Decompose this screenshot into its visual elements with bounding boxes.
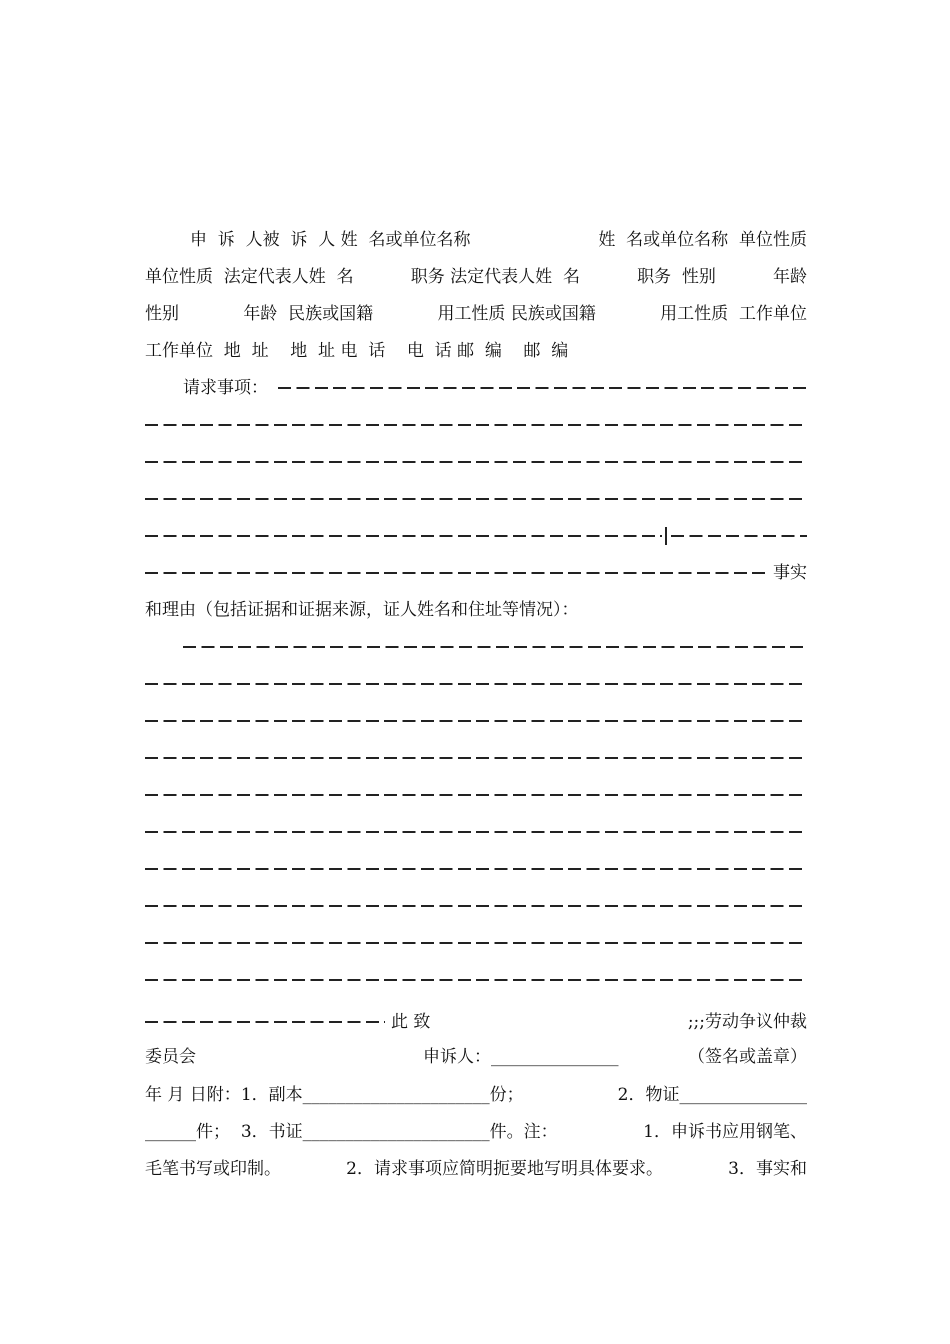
committee-name-part-1: ;;;劳动争议仲裁 <box>687 1012 807 1032</box>
dash-line <box>145 868 807 870</box>
header-line-2 <box>145 265 807 289</box>
facts-row-7 <box>145 857 807 881</box>
dash-line <box>145 683 807 685</box>
facts-row-9 <box>145 931 807 955</box>
text-cursor-mark <box>665 527 667 545</box>
header-line-3-part-1: 性别 <box>145 304 179 324</box>
note-label: 注： <box>523 1122 558 1142</box>
item3-unit: 件。 <box>489 1122 524 1142</box>
request-row-4 <box>145 487 807 511</box>
header-line-1-part-1: 申 诉 人被 诉 人 姓 名或单位名称 <box>190 230 471 250</box>
request-row-6 <box>145 561 807 585</box>
dash-line <box>145 572 767 574</box>
facts-row-4 <box>145 746 807 770</box>
header-line-2-part-2: 职务 法定代表人姓 名 <box>410 267 580 287</box>
item1-unit: 份； <box>489 1085 524 1105</box>
closing-row <box>145 1010 807 1034</box>
attachments-line-1-right <box>618 1083 807 1107</box>
dash-line <box>145 1021 385 1023</box>
item1-label: 1．副本 <box>240 1085 303 1105</box>
dash-line <box>145 461 807 463</box>
item3-label: 3．书证 <box>240 1122 303 1142</box>
header-line-3 <box>145 302 807 326</box>
applicant-note: （签名或盖章） <box>688 1047 807 1067</box>
facts-label: 和理由（包括证据和证据来源，证人姓名和住址等情况）： <box>145 600 579 620</box>
item1-blank: ______________________ <box>302 1085 490 1105</box>
note-3: 3．事实和 <box>728 1159 807 1179</box>
header-line-2-part-4: 年龄 <box>772 267 807 287</box>
header-line-3-part-3: 用工性质 民族或国籍 <box>437 304 596 324</box>
facts-row-5 <box>145 783 807 807</box>
dash-line <box>145 794 807 796</box>
facts-row-10 <box>145 968 807 992</box>
request-row-3 <box>145 450 807 474</box>
date-label: 年 月 日附： <box>145 1085 241 1105</box>
header-line-4: 工作单位 地 址 地 址 电 话 电 话 邮 编 邮 编 <box>145 341 569 361</box>
attachments-line-1-left <box>145 1083 524 1107</box>
attachments-line-2-left <box>145 1120 558 1144</box>
header-line-1 <box>190 228 807 252</box>
dash-line <box>145 979 807 981</box>
facts-row-3 <box>145 709 807 733</box>
dash-line <box>145 498 807 500</box>
committee-name-part-2: 委员会 <box>145 1047 196 1067</box>
dash-line <box>145 757 807 759</box>
note-1-cont: 毛笔书写或印制。 <box>145 1159 281 1179</box>
header-line-3-part-2: 年龄 民族或国籍 <box>243 304 374 324</box>
request-row-2 <box>145 413 807 437</box>
dash-line <box>145 831 807 833</box>
attachments-line-2 <box>145 1120 807 1144</box>
note-2: 2．请求事项应简明扼要地写明具体要求。 <box>346 1159 663 1179</box>
salutation: 此 致 <box>391 1012 431 1032</box>
header-line-2-part-3: 职务 性别 <box>637 267 716 287</box>
facts-row-2 <box>145 672 807 696</box>
applicant-blank: _______________ <box>491 1047 619 1067</box>
dash-line <box>145 942 807 944</box>
header-line-2-part-1: 单位性质 法定代表人姓 名 <box>145 267 354 287</box>
facts-row-6 <box>145 820 807 844</box>
item2-unit: 件； <box>196 1122 230 1142</box>
dash-line <box>671 535 807 537</box>
facts-row-1 <box>183 635 807 659</box>
dash-line <box>183 646 807 648</box>
item3-blank: ______________________ <box>302 1122 490 1142</box>
item2-label: 2．物证 <box>617 1085 680 1105</box>
attachments-line-1 <box>145 1083 807 1107</box>
applicant-label: 申诉人： <box>423 1047 491 1067</box>
dash-line <box>278 387 807 389</box>
header-line-3-part-4: 用工性质 工作单位 <box>660 304 807 324</box>
request-label: 请求事项： <box>183 376 272 400</box>
item2-blank-cont: ______ <box>145 1122 196 1142</box>
note-1: 1．申诉书应用钢笔、 <box>643 1122 807 1142</box>
dash-line <box>145 535 662 537</box>
request-row-5 <box>145 524 807 548</box>
dash-line <box>145 424 807 426</box>
facts-label-tail: 事实 <box>773 563 807 583</box>
attachments-line-3 <box>145 1157 807 1181</box>
item2-blank: _______________ <box>679 1085 807 1105</box>
facts-row-8 <box>145 894 807 918</box>
applicant-signature-line <box>423 1045 619 1069</box>
request-row-1 <box>183 376 807 400</box>
dash-line <box>145 905 807 907</box>
dash-line <box>145 720 807 722</box>
header-line-1-part-2: 姓 名或单位名称 单位性质 <box>598 230 807 250</box>
